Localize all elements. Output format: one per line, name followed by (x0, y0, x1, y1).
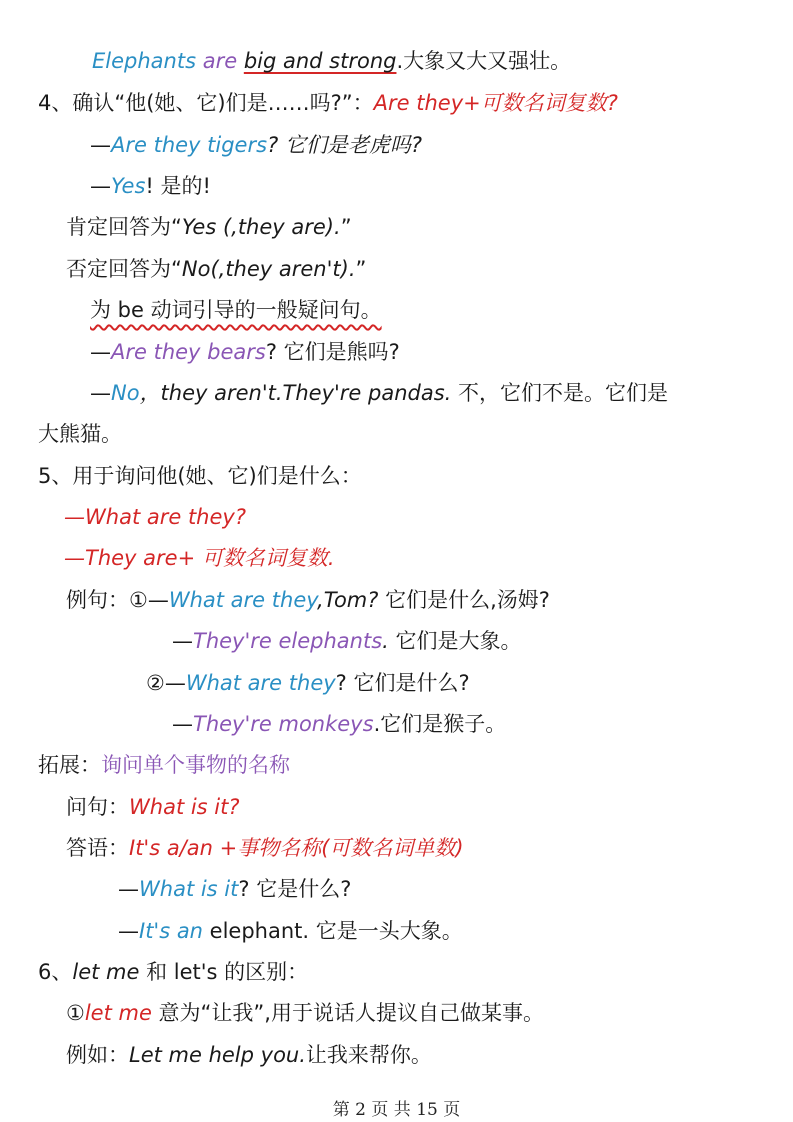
answer-pattern-singular: 答语：It's a/an +事物名称(可数名词单数) (66, 836, 464, 860)
example-its-an-elephant: —It's an elephant. 它是一头大象。 (118, 919, 463, 943)
example-1-question: 例句：①—What are they,Tom? 它们是什么,汤姆? (66, 588, 550, 612)
example-2-answer: —They're monkeys.它们是猴子。 (172, 712, 507, 736)
example-what-is-it: —What is it? 它是什么? (118, 877, 352, 901)
let-me-definition: ①let me 意为“让我”,用于说话人提议自己做某事。 (66, 1001, 544, 1025)
section-4-heading: 4、确认“他(她、它)们是……吗?”：Are they+可数名词复数? (38, 91, 618, 115)
pattern-they-are: —They are+ 可数名词复数. (64, 546, 335, 570)
example-pandas-answer-cont: 大熊猫。 (38, 422, 122, 446)
affirmative-answer-rule: 肯定回答为“Yes (,they are).” (66, 215, 352, 239)
negative-answer-rule: 否定回答为“No(,they aren't).” (66, 257, 367, 281)
line-elephants-big-strong: Elephants are big and strong.大象又大又强壮。 (92, 49, 572, 73)
let-me-example: 例如：Let me help you.让我来帮你。 (66, 1043, 432, 1067)
example-tigers-question: —Are they tigers? 它们是老虎吗? (90, 133, 423, 157)
section-6-heading: 6、let me 和 let's 的区别： (38, 960, 309, 984)
section-5-heading: 5、用于询问他(她、它)们是什么： (38, 464, 362, 488)
example-pandas-answer: —No，they aren't.They're pandas. 不，它们不是。它们是 (90, 381, 669, 405)
page-number-footer: 第 2 页 共 15 页 (332, 1100, 461, 1120)
extension-heading: 拓展：询问单个事物的名称 (38, 753, 290, 777)
example-1-answer: —They're elephants. 它们是大象。 (172, 629, 522, 653)
question-pattern-singular: 问句：What is it? (66, 795, 240, 819)
example-2-question: ②—What are they? 它们是什么? (146, 671, 470, 695)
be-verb-question-note: 为 be 动词引导的一般疑问句。 (90, 298, 382, 322)
example-bears-question: —Are they bears? 它们是熊吗? (90, 340, 400, 364)
pattern-what-are-they: —What are they? (64, 505, 246, 529)
example-yes-answer: —Yes! 是的! (90, 174, 211, 198)
